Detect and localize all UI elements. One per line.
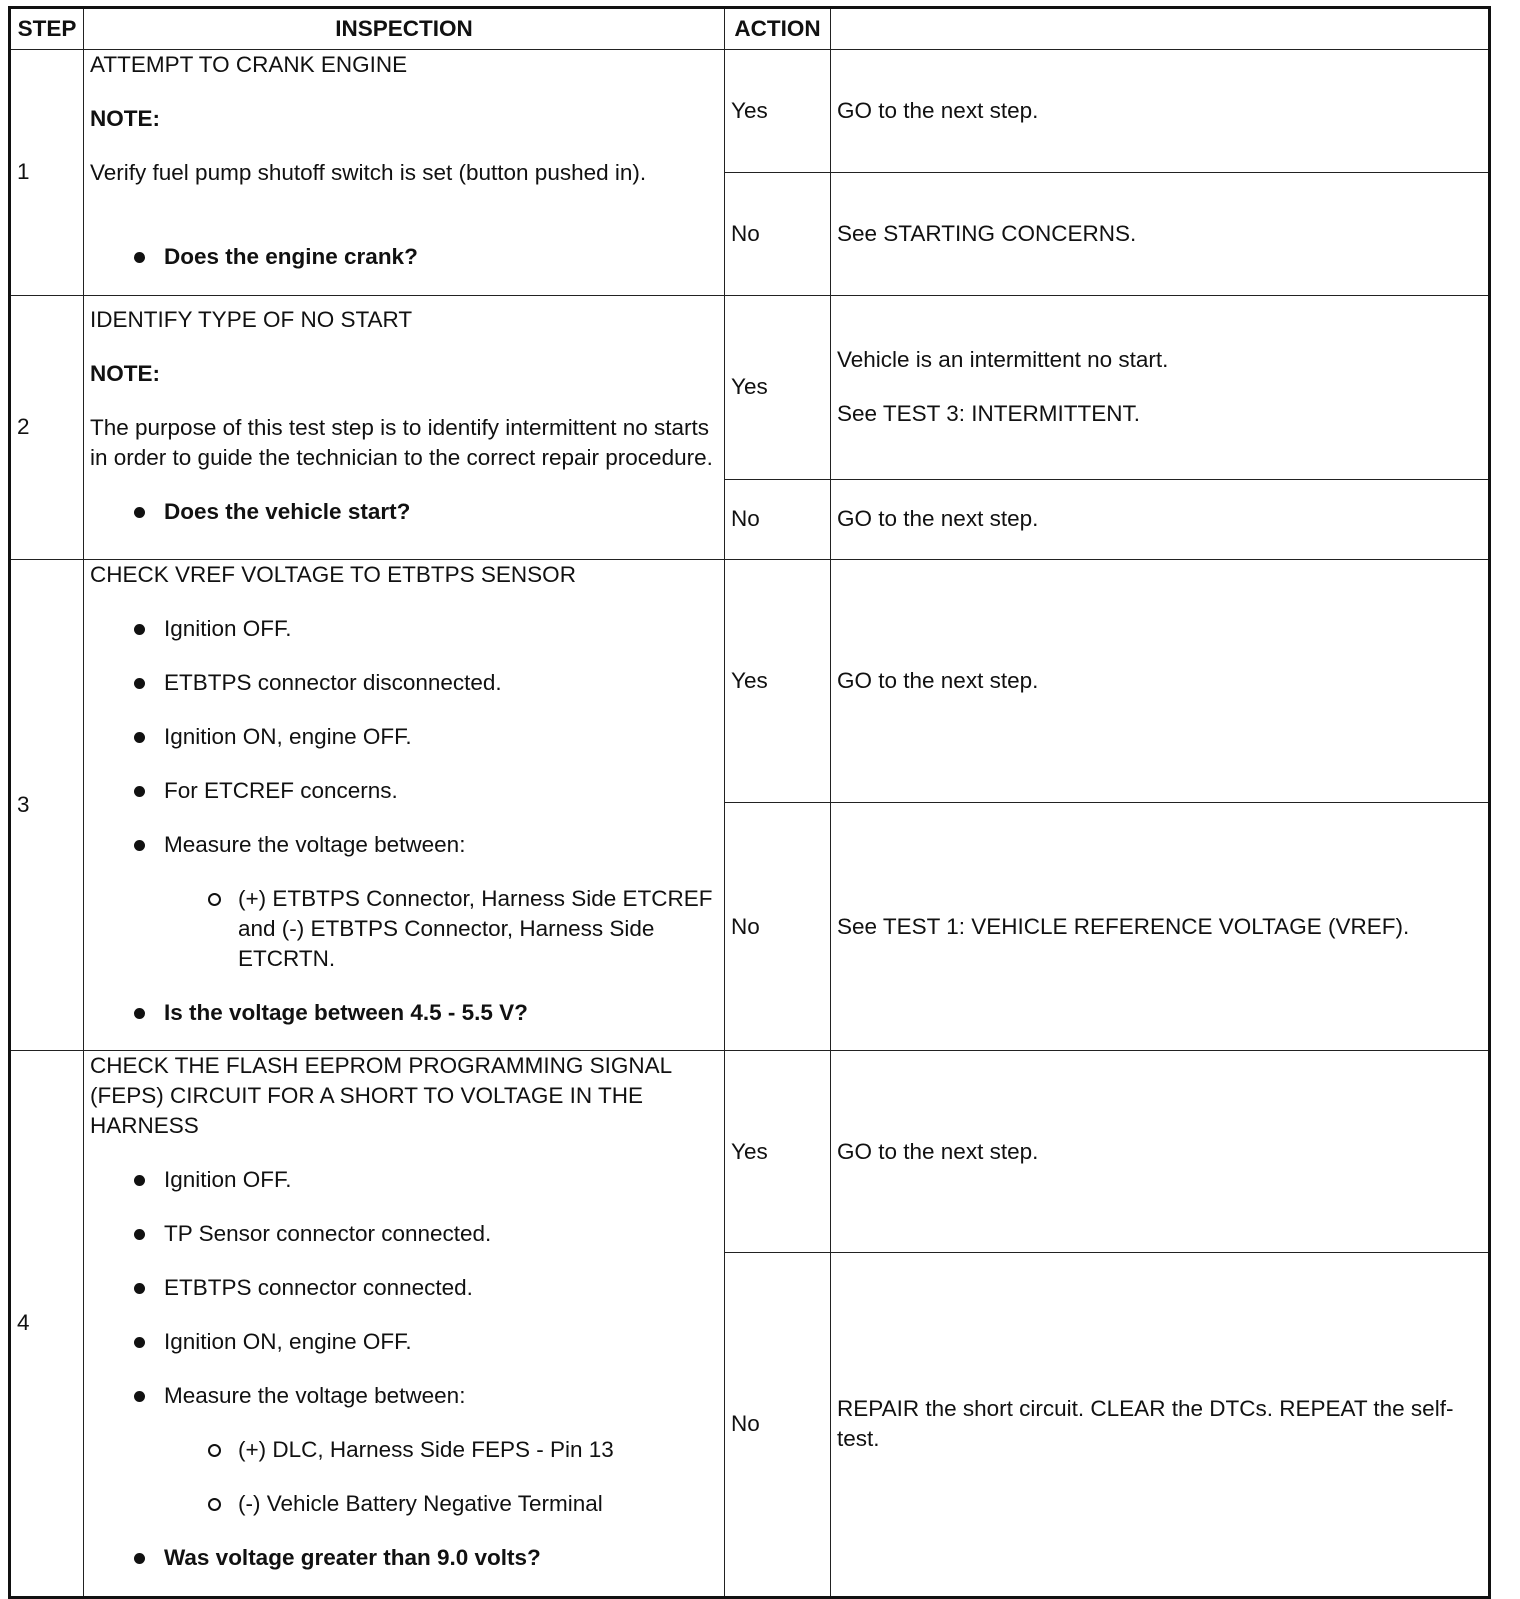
inspection-bullet: Measure the voltage between: bbox=[90, 830, 718, 860]
inspection-question: Does the engine crank? bbox=[90, 242, 718, 272]
inspection-sub-bullet: (+) DLC, Harness Side FEPS - Pin 13 bbox=[90, 1435, 718, 1465]
inspection-bullet: ETBTPS connector connected. bbox=[90, 1273, 718, 1303]
note-text: Verify fuel pump shutoff switch is set (button pushed in). bbox=[90, 160, 647, 185]
step-title: IDENTIFY TYPE OF NO START bbox=[90, 306, 413, 332]
action-yes: GO to the next step. bbox=[831, 50, 1490, 173]
inspection-question: Is the voltage between 4.5 - 5.5 V? bbox=[90, 998, 718, 1028]
header-action: ACTION bbox=[725, 8, 831, 50]
action-line: Vehicle is an intermittent no start. bbox=[837, 347, 1169, 372]
answer-no: No bbox=[725, 172, 831, 295]
answer-no: No bbox=[725, 479, 831, 559]
inspection-question: Does the vehicle start? bbox=[90, 497, 718, 527]
answer-no: No bbox=[725, 1253, 831, 1597]
answer-yes: Yes bbox=[725, 50, 831, 173]
inspection-bullet: Ignition OFF. bbox=[90, 614, 718, 644]
action-yes bbox=[831, 295, 1490, 479]
inspection-cell bbox=[84, 50, 725, 296]
table-row bbox=[10, 50, 1490, 173]
action-no: REPAIR the short circuit. CLEAR the DTCs. REPEAT the self-test. bbox=[831, 1253, 1490, 1597]
inspection-bullet: Ignition OFF. bbox=[90, 1165, 718, 1195]
header-step: STEP bbox=[10, 8, 84, 50]
answer-yes: Yes bbox=[725, 1051, 831, 1253]
inspection-sub-bullet: (+) ETBTPS Connector, Harness Side ETCREF and (-) ETBTPS Connector, Harness Side ETCRTN. bbox=[90, 884, 718, 974]
answer-no: No bbox=[725, 803, 831, 1051]
note-label: NOTE: bbox=[90, 360, 160, 386]
note-text: The purpose of this test step is to identify intermittent no starts in order to guide the technician to the correct repair procedure. bbox=[90, 414, 713, 470]
answer-yes: Yes bbox=[725, 559, 831, 803]
step-number: 1 bbox=[10, 50, 84, 296]
table-row bbox=[10, 559, 1490, 803]
action-yes: GO to the next step. bbox=[831, 1051, 1490, 1253]
inspection-bullet: ETBTPS connector disconnected. bbox=[90, 668, 718, 698]
inspection-cell bbox=[84, 1051, 725, 1598]
note-label: NOTE: bbox=[90, 106, 160, 131]
action-no: See STARTING CONCERNS. bbox=[831, 172, 1490, 295]
table-row bbox=[10, 1051, 1490, 1253]
step-title: CHECK THE FLASH EEPROM PROGRAMMING SIGNAL (FEPS) CIRCUIT FOR A SHORT TO VOLTAGE IN THE HARNESS bbox=[90, 1053, 672, 1138]
action-no: See TEST 1: VEHICLE REFERENCE VOLTAGE (VREF). bbox=[831, 803, 1490, 1051]
action-no: GO to the next step. bbox=[831, 479, 1490, 559]
inspection-bullet: Ignition ON, engine OFF. bbox=[90, 722, 718, 752]
header-result bbox=[831, 8, 1490, 50]
table-row bbox=[10, 295, 1490, 479]
inspection-cell bbox=[84, 559, 725, 1051]
action-yes: GO to the next step. bbox=[831, 559, 1490, 803]
header-inspection: INSPECTION bbox=[84, 8, 725, 50]
inspection-cell bbox=[84, 295, 725, 559]
answer-yes: Yes bbox=[725, 295, 831, 479]
step-number: 2 bbox=[10, 295, 84, 559]
step-number: 4 bbox=[10, 1051, 84, 1598]
inspection-bullet: Measure the voltage between: bbox=[90, 1381, 718, 1411]
table-header-row bbox=[10, 8, 1490, 50]
action-line: See TEST 3: INTERMITTENT. bbox=[837, 401, 1140, 426]
inspection-question: Was voltage greater than 9.0 volts? bbox=[90, 1543, 718, 1573]
inspection-bullet: TP Sensor connector connected. bbox=[90, 1219, 718, 1249]
diagnostic-table bbox=[8, 6, 1491, 1599]
step-title: ATTEMPT TO CRANK ENGINE bbox=[90, 52, 408, 77]
inspection-sub-bullet: (-) Vehicle Battery Negative Terminal bbox=[90, 1489, 718, 1519]
inspection-bullet: Ignition ON, engine OFF. bbox=[90, 1327, 718, 1357]
inspection-bullet: For ETCREF concerns. bbox=[90, 776, 718, 806]
step-number: 3 bbox=[10, 559, 84, 1051]
step-title: CHECK VREF VOLTAGE TO ETBTPS SENSOR bbox=[90, 561, 576, 587]
